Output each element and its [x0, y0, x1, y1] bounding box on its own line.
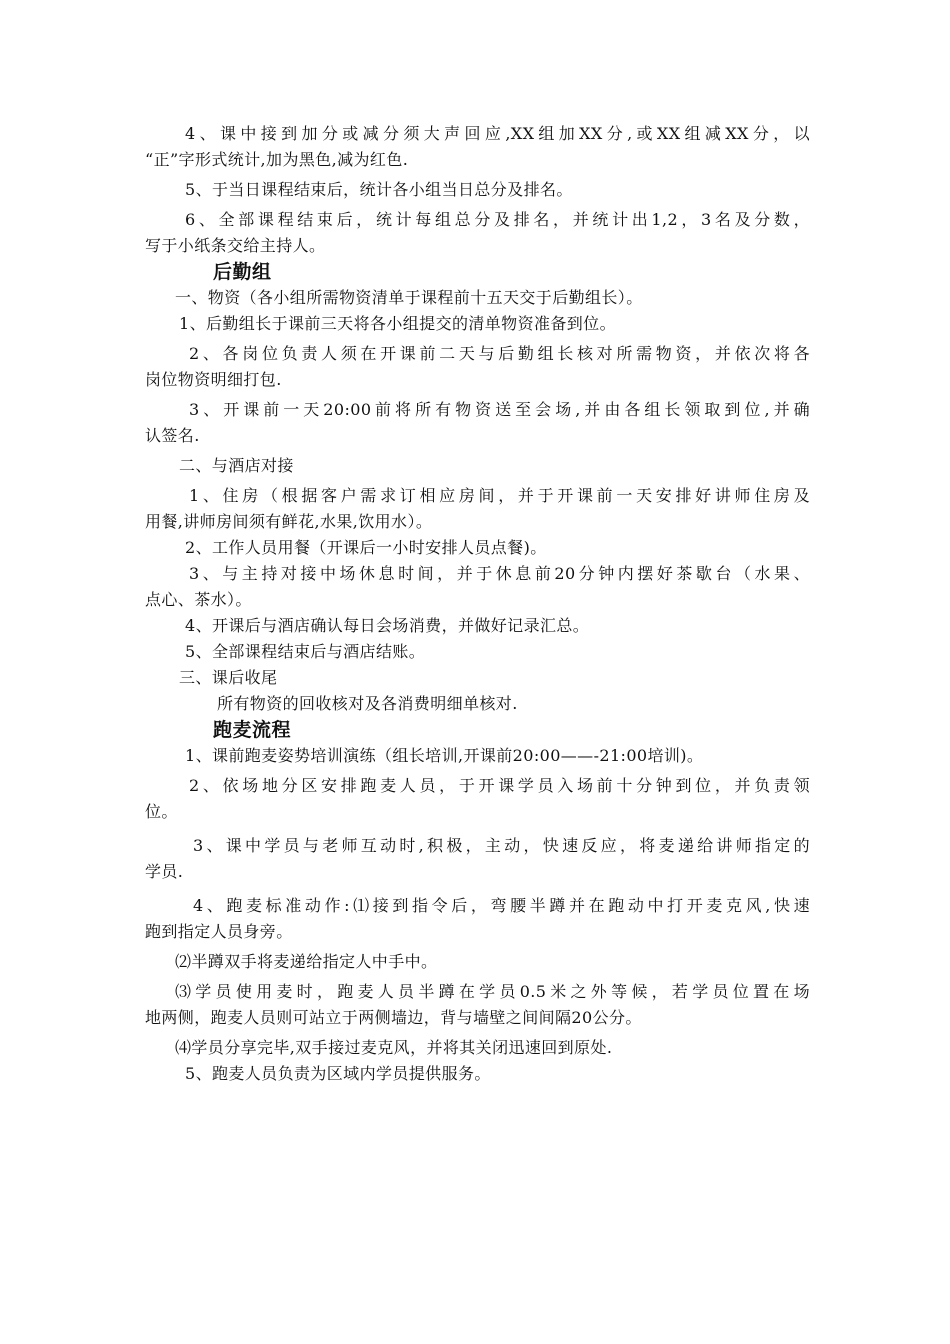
- scoring-item-4-line-1: 4、课中接到加分或减分须大声回应,XX组加XX分,或XX组减XX分，以: [185, 124, 810, 143]
- mic-runner-step-2: ⑵半蹲双手将麦递给指定人中手中。: [175, 952, 438, 971]
- mic-runner-item-3-line-1: 3、课中学员与老师互动时,积极，主动，快速反应，将麦递给讲师指定的: [193, 836, 810, 855]
- mic-runner-item-4-line-1: 4、跑麦标准动作:⑴接到指令后，弯腰半蹲并在跑动中打开麦克风,快速: [193, 896, 810, 915]
- mic-runner-item-2-line-2: 位。: [145, 802, 178, 821]
- logistics-part-3-title: 三、课后收尾: [179, 668, 278, 687]
- logistics-part-2-item-3-line-2: 点心、茶水）。: [145, 590, 252, 609]
- logistics-part-1-item-3-line-1: 3、开课前一天20:00前将所有物资送至会场,并由各组长领取到位,并确: [189, 400, 810, 419]
- logistics-part-2-item-4: 4、开课后与酒店确认每日会场消费，并做好记录汇总。: [185, 616, 590, 635]
- logistics-part-2-item-1-line-1: 1、住房（根据客户需求订相应房间，并于开课前一天安排好讲师住房及: [189, 486, 810, 505]
- logistics-heading: 后勤组: [213, 261, 272, 283]
- logistics-part-3-text: 所有物资的回收核对及各消费明细单核对.: [217, 694, 518, 713]
- mic-runner-step-3-line-2: 地两侧，跑麦人员则可站立于两侧墙边，背与墙壁之间间隔20公分。: [145, 1008, 642, 1027]
- logistics-part-1-item-2-line-2: 岗位物资明细打包.: [145, 370, 282, 389]
- mic-runner-step-3-line-1: ⑶学员使用麦时，跑麦人员半蹲在学员0.5米之外等候，若学员位置在场: [175, 982, 810, 1001]
- mic-runner-item-5: 5、跑麦人员负责为区域内学员提供服务。: [185, 1064, 491, 1083]
- mic-runner-item-2-line-1: 2、依场地分区安排跑麦人员，于开课学员入场前十分钟到位，并负责领: [189, 776, 810, 795]
- logistics-part-2-title: 二、与酒店对接: [179, 456, 294, 475]
- logistics-part-2-item-2: 2、工作人员用餐（开课后一小时安排人员点餐)。: [185, 538, 547, 557]
- scoring-item-6-line-2: 写于小纸条交给主持人。: [145, 236, 326, 255]
- logistics-part-2-item-5: 5、全部课程结束后与酒店结账。: [185, 642, 426, 661]
- logistics-part-1-title: 一、物资（各小组所需物资清单于课程前十五天交于后勤组长）。: [175, 288, 643, 307]
- mic-runner-item-3-line-2: 学员.: [145, 862, 184, 881]
- logistics-part-1-item-3-line-2: 认签名.: [145, 426, 200, 445]
- logistics-part-2-item-3-line-1: 3、与主持对接中场休息时间，并于休息前20分钟内摆好茶歇台（水果、: [189, 564, 810, 583]
- logistics-part-1-item-2-line-1: 2、各岗位负责人须在开课前二天与后勤组长核对所需物资，并依次将各: [189, 344, 810, 363]
- document-body: [145, 121, 810, 1087]
- mic-runner-heading: 跑麦流程: [213, 719, 292, 741]
- scoring-item-4-line-2: “正”字形式统计,加为黑色,减为红色.: [145, 150, 409, 169]
- scoring-item-6-line-1: 6、全部课程结束后，统计每组总分及排名，并统计出1,2，3名及分数，: [185, 210, 810, 229]
- logistics-part-1-item-1: 1、后勤组长于课前三天将各小组提交的清单物资准备到位。: [179, 314, 616, 333]
- scoring-item-5: 5、于当日课程结束后，统计各小组当日总分及排名。: [185, 180, 573, 199]
- mic-runner-item-1: 1、课前跑麦姿势培训演练（组长培训,开课前20:00——-21:00培训)。: [185, 746, 704, 765]
- mic-runner-item-4-line-2: 跑到指定人员身旁。: [145, 922, 293, 941]
- mic-runner-step-4: ⑷学员分享完毕,双手接过麦克风，并将其关闭迅速回到原处.: [175, 1038, 613, 1057]
- logistics-part-2-item-1-line-2: 用餐,讲师房间须有鲜花,水果,饮用水）。: [145, 512, 433, 531]
